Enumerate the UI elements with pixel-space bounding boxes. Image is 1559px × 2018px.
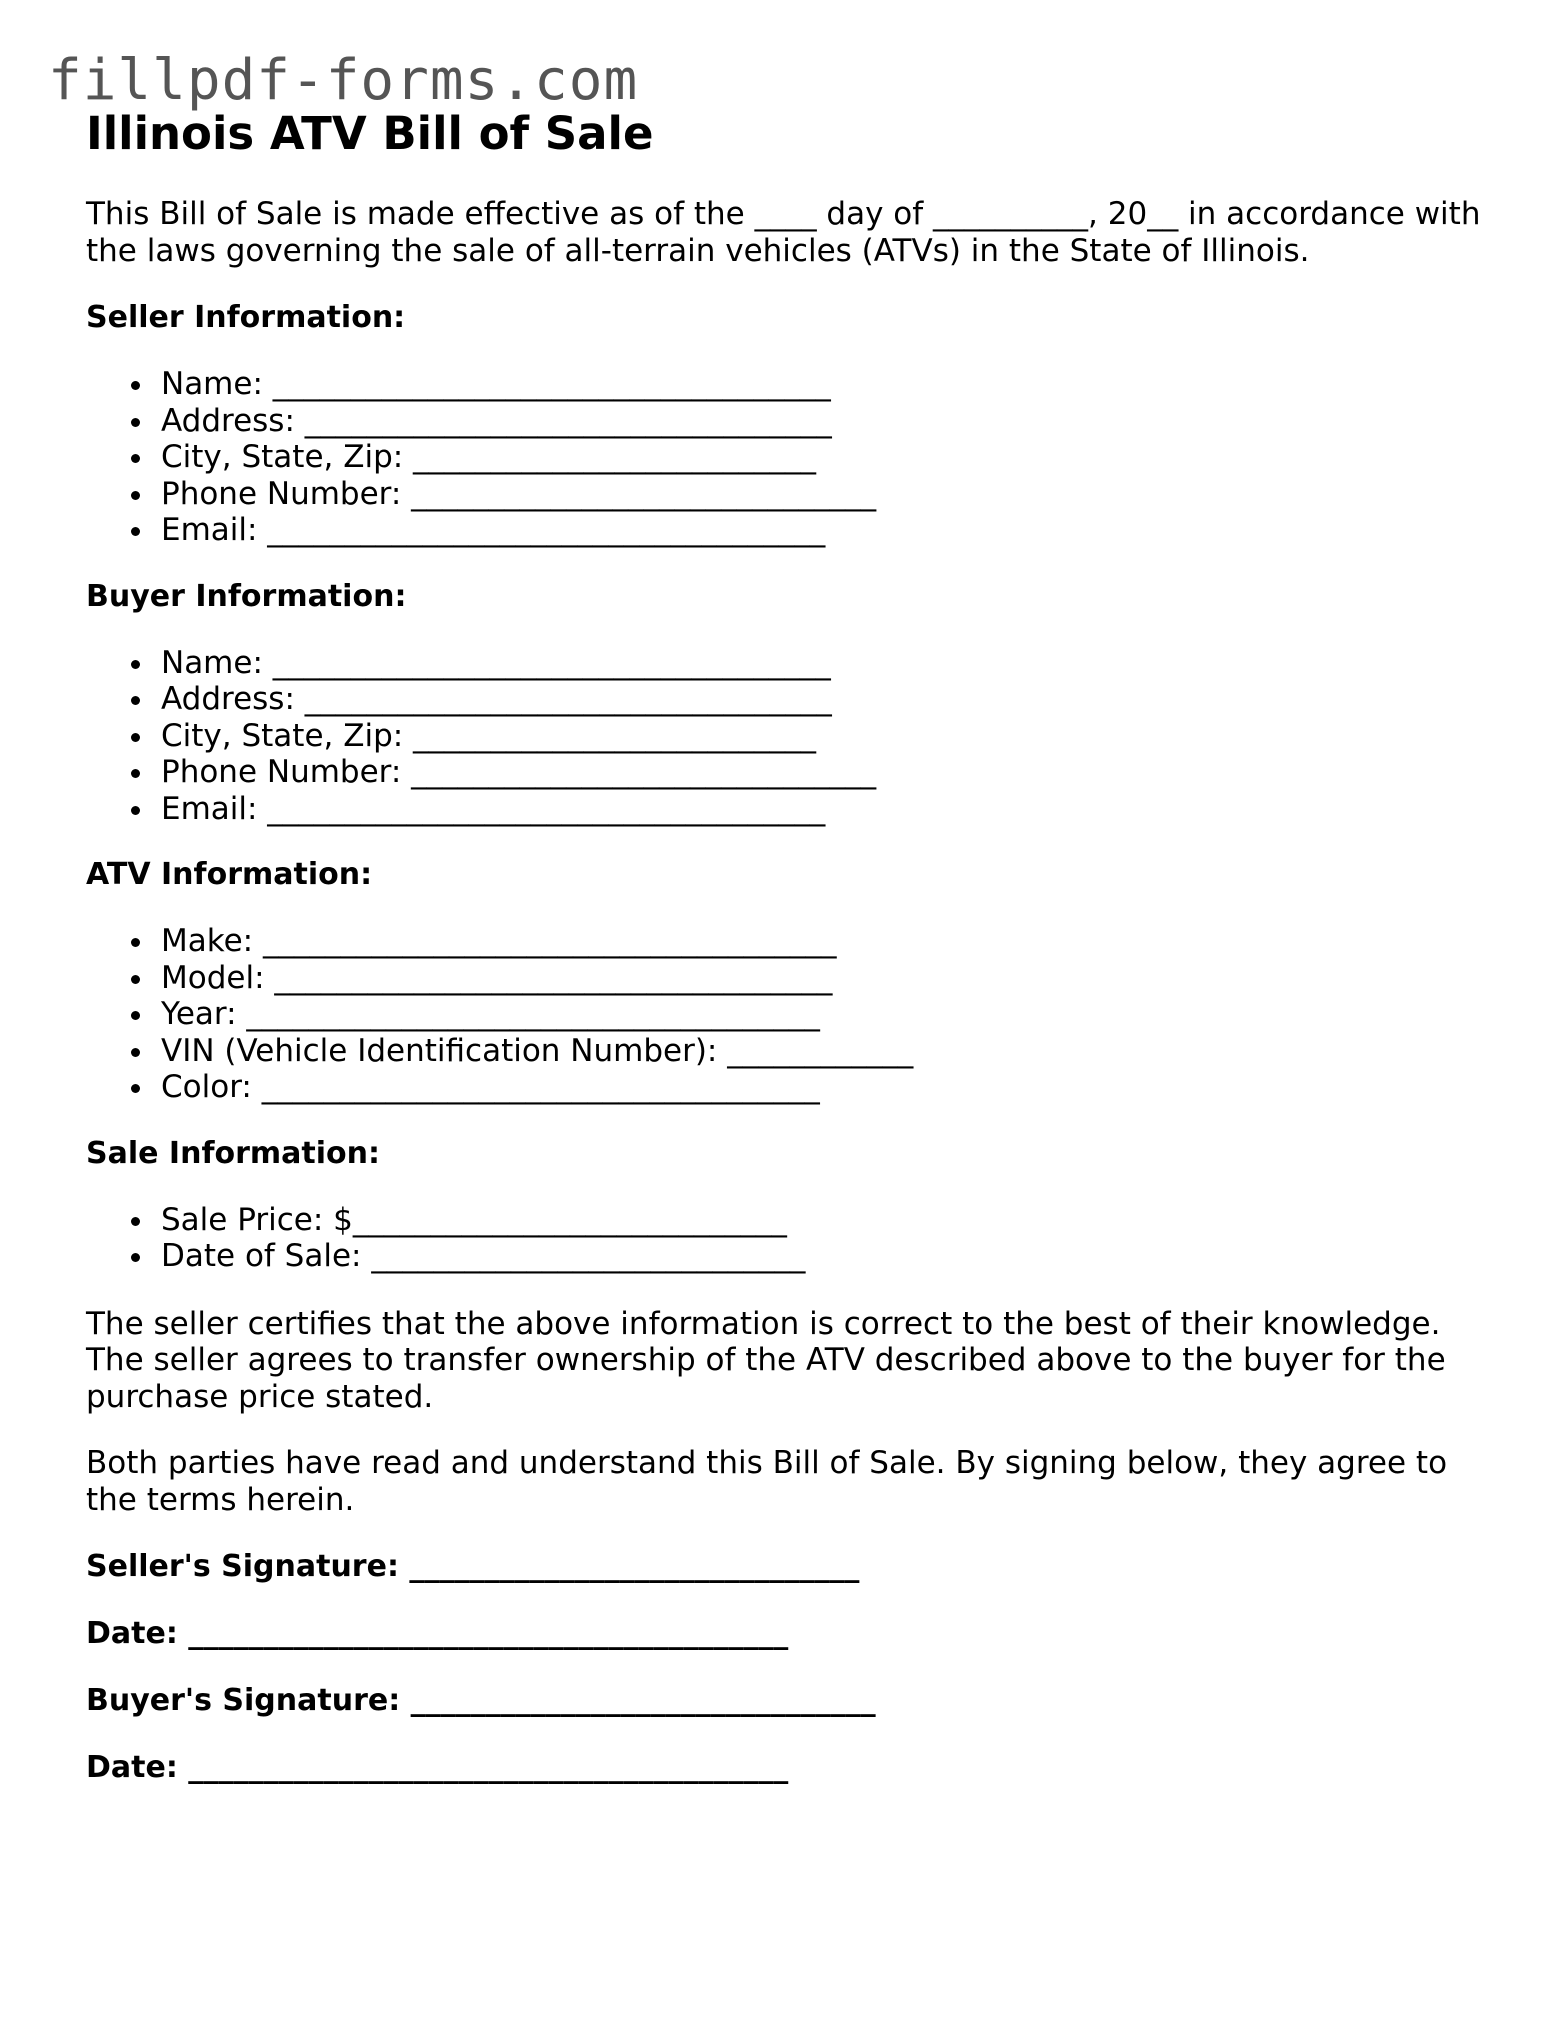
buyer-date-field[interactable]: Date: ________________________________________ bbox=[86, 1750, 789, 1785]
seller-city-state-zip-field[interactable]: City, State, Zip: __________________________ bbox=[161, 439, 1486, 476]
seller-phone-field[interactable]: Phone Number: ______________________________ bbox=[161, 476, 1486, 513]
certification-paragraph: The seller certifies that the above information is correct to the best of their knowledge. The seller agrees to transfer ownership of the ATV described above to the buyer for the purchase price stated. bbox=[86, 1305, 1446, 1415]
atv-year-field[interactable]: Year: _____________________________________ bbox=[161, 996, 1486, 1033]
buyer-email-field[interactable]: Email: ____________________________________ bbox=[161, 791, 1486, 828]
buyer-information-heading: Buyer Information: bbox=[86, 578, 407, 614]
atv-vin-field[interactable]: VIN (Vehicle Identification Number): ____________ bbox=[161, 1033, 1486, 1070]
document-title: Illinois ATV Bill of Sale bbox=[86, 107, 654, 160]
atv-color-field[interactable]: Color: ____________________________________ bbox=[161, 1069, 1486, 1106]
atv-model-field[interactable]: Model: ____________________________________ bbox=[161, 960, 1486, 997]
sale-date-field[interactable]: Date of Sale: ____________________________ bbox=[161, 1238, 1486, 1275]
buyer-phone-field[interactable]: Phone Number: ______________________________ bbox=[161, 754, 1486, 791]
atv-information-list bbox=[86, 923, 1486, 1106]
atv-information-heading: ATV Information: bbox=[86, 857, 373, 892]
buyer-information-list bbox=[86, 645, 1486, 828]
buyer-signature-field[interactable]: Buyer's Signature: _______________________________ bbox=[86, 1683, 876, 1718]
seller-information-heading: Seller Information: bbox=[86, 300, 406, 335]
atv-make-field[interactable]: Make: _____________________________________ bbox=[161, 923, 1486, 960]
buyer-address-field[interactable]: Address: __________________________________ bbox=[161, 681, 1486, 718]
agreement-paragraph: Both parties have read and understand this Bill of Sale. By signing below, they agree to the terms herein. bbox=[86, 1445, 1448, 1518]
sale-price-field[interactable]: Sale Price: $____________________________ bbox=[161, 1202, 1486, 1239]
seller-address-field[interactable]: Address: __________________________________ bbox=[161, 403, 1486, 440]
sale-information-list bbox=[86, 1202, 1486, 1275]
seller-email-field[interactable]: Email: ____________________________________ bbox=[161, 512, 1486, 549]
buyer-city-state-zip-field[interactable]: City, State, Zip: __________________________ bbox=[161, 718, 1486, 755]
seller-signature-field[interactable]: Seller's Signature: ______________________________ bbox=[86, 1549, 860, 1584]
intro-paragraph: This Bill of Sale is made effective as of the ____ day of __________, 20__ in accordance with the laws governing the sale of all-terrain vehicles (ATVs) in the State of Illinois. bbox=[86, 196, 1481, 269]
watermark-text: fillpdf-forms.com bbox=[48, 48, 639, 113]
document-page bbox=[86, 104, 1486, 1786]
seller-information-list bbox=[86, 366, 1486, 549]
sale-information-heading: Sale Information: bbox=[86, 1135, 380, 1171]
buyer-name-field[interactable]: Name: ____________________________________ bbox=[161, 645, 1486, 682]
seller-date-field[interactable]: Date: ________________________________________ bbox=[86, 1616, 789, 1651]
seller-name-field[interactable]: Name: ____________________________________ bbox=[161, 366, 1486, 403]
